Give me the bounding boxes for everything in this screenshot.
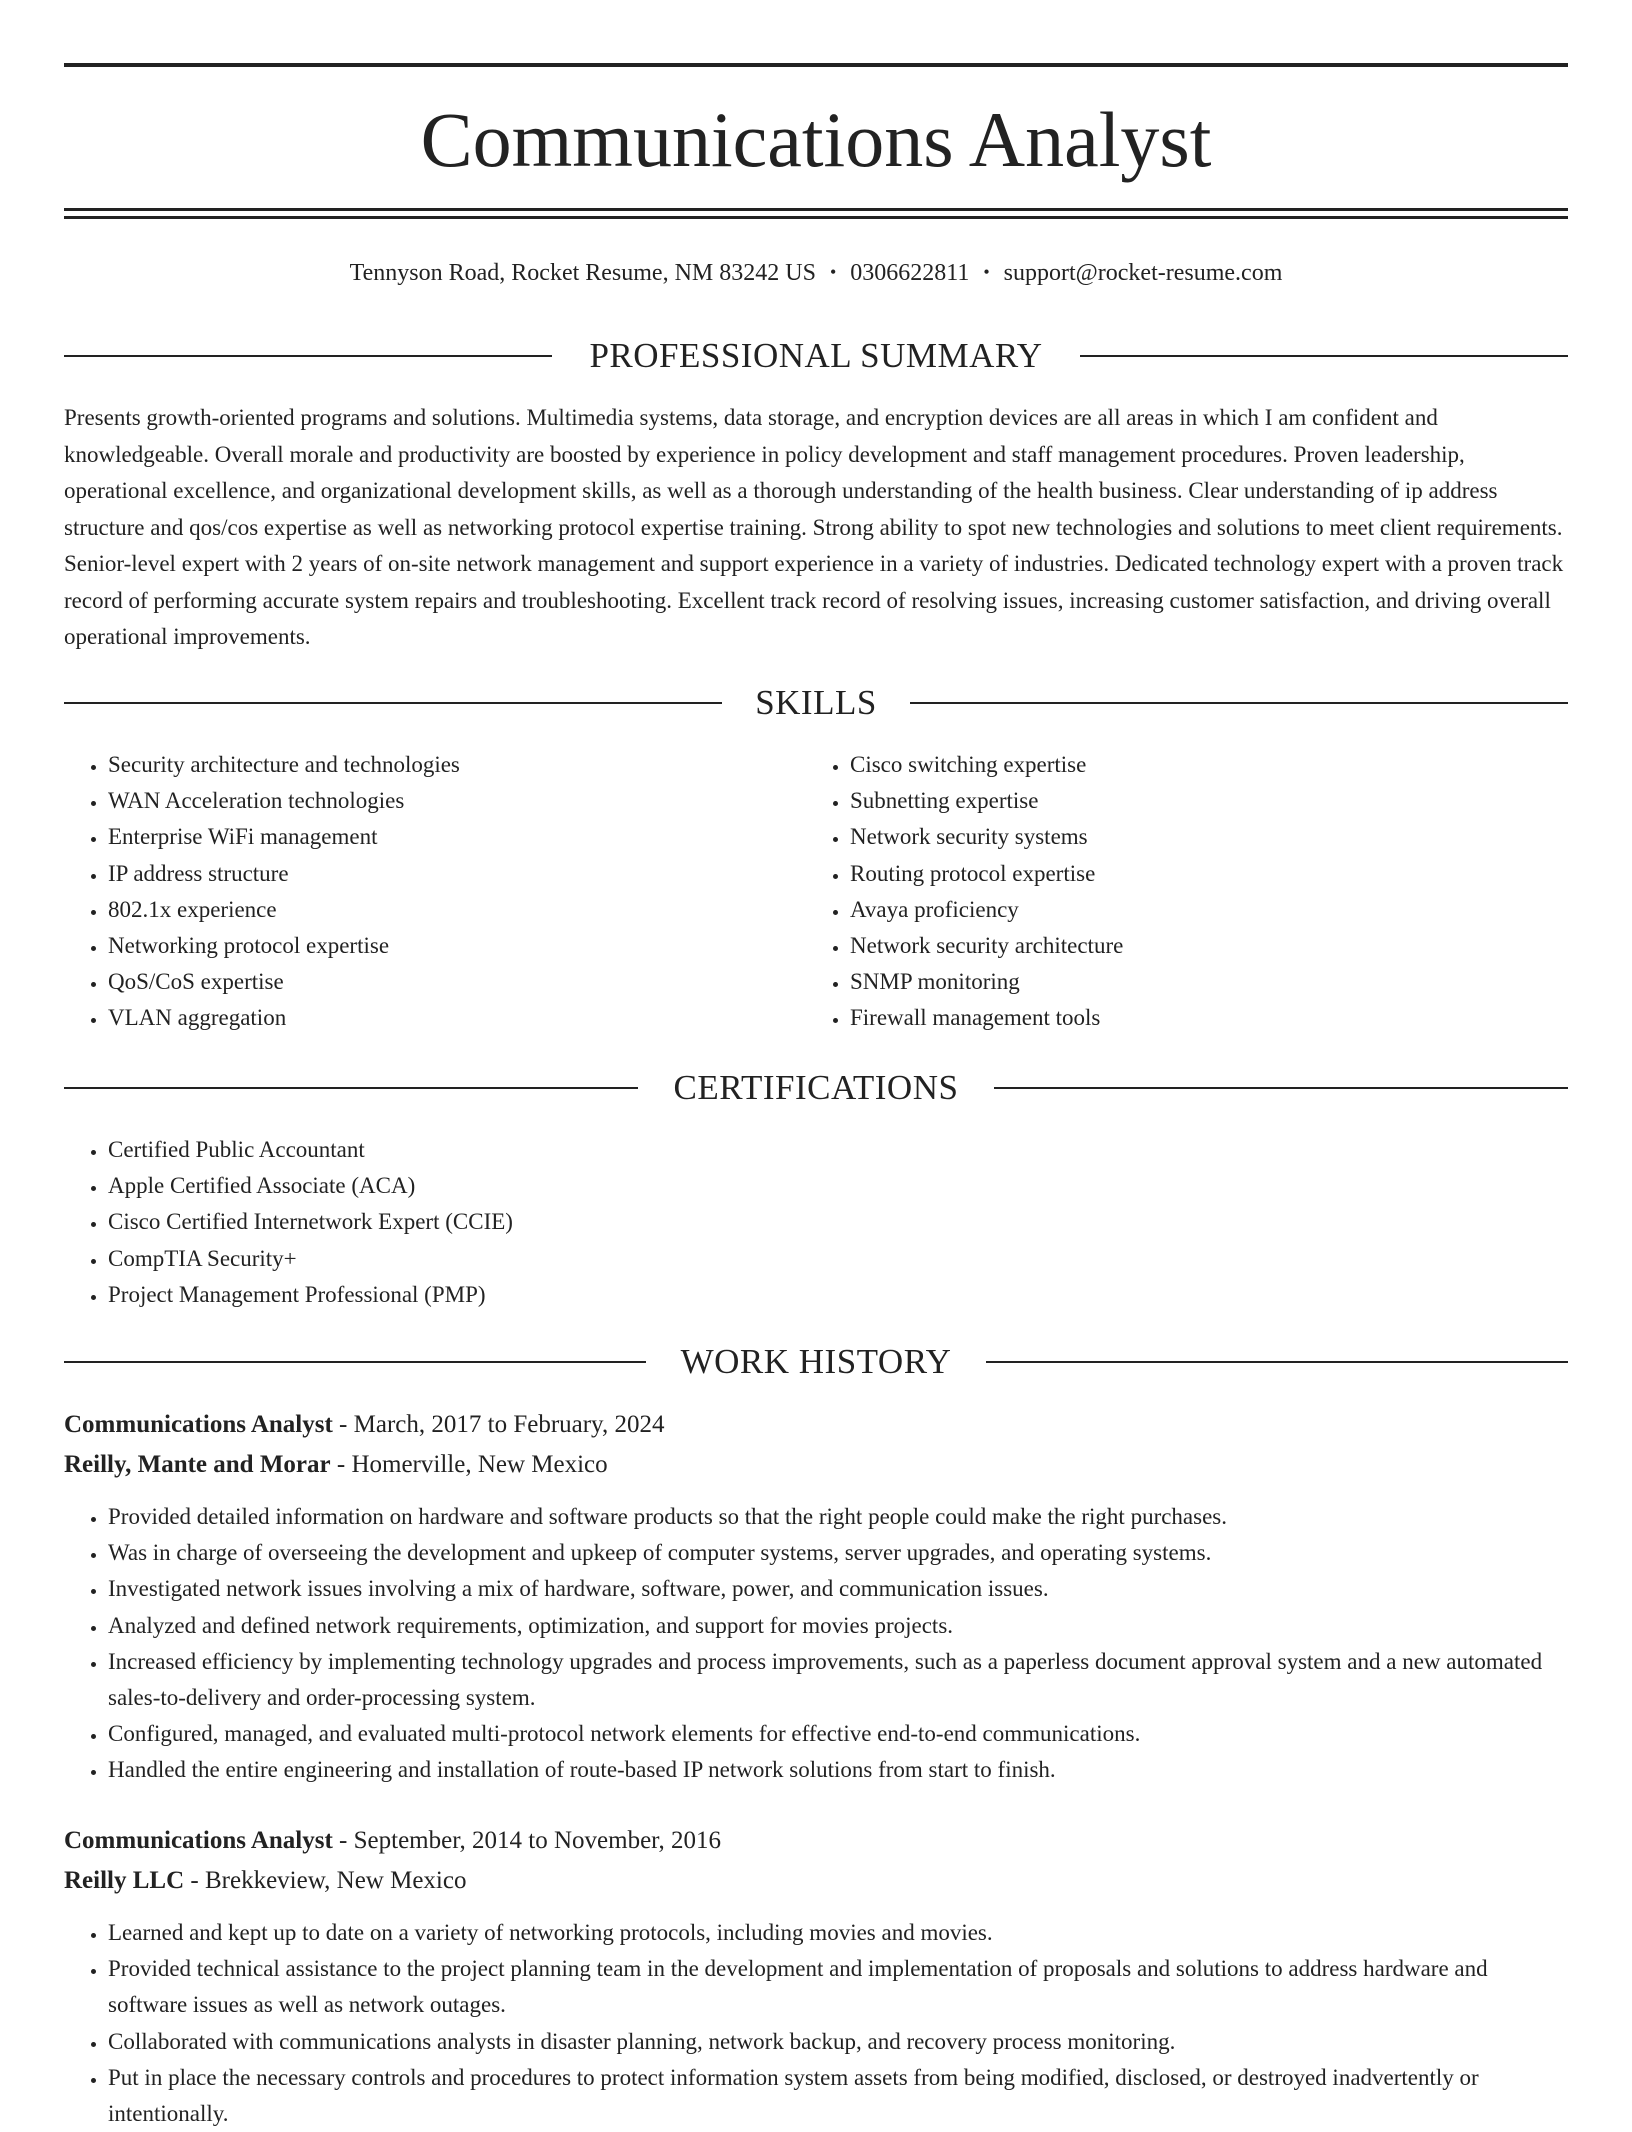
job-bullet: • Learned and kept up to date on a variety of networking protocols, including movies and movies. xyxy=(108,1915,1568,1951)
certification-item: • Certified Public Accountant xyxy=(108,1132,1568,1168)
skill-item: • WAN Acceleration technologies xyxy=(108,783,804,819)
job-company: Reilly LLC xyxy=(64,1867,185,1894)
section-title-summary: PROFESSIONAL SUMMARY xyxy=(589,336,1043,375)
certification-item: • Apple Certified Associate (ACA) xyxy=(108,1168,1568,1204)
section-rule-right xyxy=(910,702,1568,704)
contact-line xyxy=(64,254,1568,291)
section-title-certifications: CERTIFICATIONS xyxy=(673,1068,959,1107)
contact-separator: • xyxy=(983,262,990,282)
section-title-work-history: WORK HISTORY xyxy=(680,1342,952,1381)
certification-item: • Project Management Professional (PMP) xyxy=(108,1277,1568,1313)
header-top-rule xyxy=(64,63,1568,67)
job-title-line xyxy=(64,1821,1568,1861)
skill-item: • IP address structure xyxy=(108,856,804,892)
skills-column-right xyxy=(806,747,1566,1037)
job-bullets xyxy=(64,1499,1568,1789)
skill-item: • Avaya proficiency xyxy=(850,892,1566,928)
job-bullet: • Provided technical assistance to the project planning team in the development and implementation of proposals and solutions to address hardware and software issues as well as network outages. xyxy=(108,1951,1568,2023)
section-header-summary xyxy=(64,334,1568,378)
contact-separator: • xyxy=(829,262,837,282)
skill-item: • Network security architecture xyxy=(850,928,1566,964)
job-location: - Homerville, New Mexico xyxy=(330,1451,608,1478)
job-title: Communications Analyst xyxy=(64,1411,333,1438)
job-title: Communications Analyst xyxy=(64,1827,333,1854)
certification-item: • Cisco Certified Internetwork Expert (CCIE) xyxy=(108,1204,1568,1240)
job-bullets xyxy=(64,1915,1568,2132)
header-bottom-rule-second xyxy=(64,216,1568,219)
skill-item: • Enterprise WiFi management xyxy=(108,819,804,855)
section-header-skills xyxy=(64,681,1568,725)
job-bullet: • Configured, managed, and evaluated multi-protocol network elements for effective end-to-end communications. xyxy=(108,1716,1568,1752)
skill-item: • Subnetting expertise xyxy=(850,783,1566,819)
skill-item: • Network security systems xyxy=(850,819,1566,855)
job-bullet: • Provided detailed information on hardware and software products so that the right people could make the right purchases. xyxy=(108,1499,1568,1535)
skill-item: • Cisco switching expertise xyxy=(850,747,1566,783)
header-bottom-rule xyxy=(64,208,1568,211)
skill-item: • Security architecture and technologies xyxy=(108,747,804,783)
skill-item: • Networking protocol expertise xyxy=(108,928,804,964)
skill-item: • Routing protocol expertise xyxy=(850,856,1566,892)
job-bullet: • Analyzed and defined network requirements, optimization, and support for movies projects. xyxy=(108,1608,1568,1644)
skill-item: • VLAN aggregation xyxy=(108,1000,804,1036)
job-bullet: • Handled the entire engineering and installation of route-based IP network solutions from start to finish. xyxy=(108,1752,1568,1788)
job-bullet: • Investigated network issues involving a mix of hardware, software, power, and communication issues. xyxy=(108,1571,1568,1607)
section-rule-right xyxy=(994,1087,1568,1089)
section-rule-right xyxy=(1080,355,1568,357)
skill-item: • 802.1x experience xyxy=(108,892,804,928)
contact-email: support@rocket-resume.com xyxy=(1003,260,1283,286)
skill-item: • Firewall management tools xyxy=(850,1000,1566,1036)
job-location: - Brekkeview, New Mexico xyxy=(184,1867,467,1894)
section-header-certifications xyxy=(64,1066,1568,1110)
job-bullet: • Put in place the necessary controls and procedures to protect information system assets from being modified, disclosed, or destroyed inadvertently or intentionally. xyxy=(108,2060,1568,2132)
skill-item: • QoS/CoS expertise xyxy=(108,964,804,1000)
section-rule-right xyxy=(986,1361,1568,1363)
job-bullet: • Collaborated with communications analysts in disaster planning, network backup, and recovery process monitoring. xyxy=(108,2024,1568,2060)
contact-address: Tennyson Road, Rocket Resume, NM 83242 US xyxy=(349,260,816,286)
section-header-work-history xyxy=(64,1340,1568,1384)
job-bullet: • Increased efficiency by implementing technology upgrades and process improvements, such as a paperless document approval system and a new automated sales-to-delivery and order-processing system. xyxy=(108,1644,1568,1716)
skill-item: • SNMP monitoring xyxy=(850,964,1566,1000)
section-title-skills: SKILLS xyxy=(755,683,877,722)
job-company-line xyxy=(64,1445,1568,1485)
job-company-line xyxy=(64,1861,1568,1901)
job-dates: - September, 2014 to November, 2016 xyxy=(332,1827,721,1854)
certification-item: • CompTIA Security+ xyxy=(108,1241,1568,1277)
certifications-list xyxy=(64,1132,1568,1313)
page-title: Communications Analyst xyxy=(420,96,1212,183)
job-company: Reilly, Mante and Morar xyxy=(64,1451,331,1478)
job-dates: - March, 2017 to February, 2024 xyxy=(332,1411,665,1438)
job-title-line xyxy=(64,1405,1568,1445)
summary-text: Presents growth-oriented programs and solutions. Multimedia systems, data storage, and encryption devices are all areas in which I am confident and knowledgeable. Overall morale and productivity are boosted by experience in policy development and staff management procedures. Proven leadership, operational excellence, and organizational development skills, as well as a thorough understanding of the health business. Clear understanding of ip address structure and qos/cos expertise as well as networking protocol expertise training. Strong ability to spot new technologies and solutions to meet client requirements. Senior-level expert with 2 years of on-site network management and support experience in a variety of industries. Dedicated technology expert with a proven track record of performing accurate system repairs and troubleshooting. Excellent track record of resolving issues, increasing customer satisfaction, and driving overall operational improvements. xyxy=(64,405,1564,649)
job-bullet: • Was in charge of overseeing the development and upkeep of computer systems, server upgrades, and operating systems. xyxy=(108,1535,1568,1571)
skills-column-left xyxy=(64,747,804,1037)
contact-phone: 0306622811 xyxy=(850,260,970,286)
